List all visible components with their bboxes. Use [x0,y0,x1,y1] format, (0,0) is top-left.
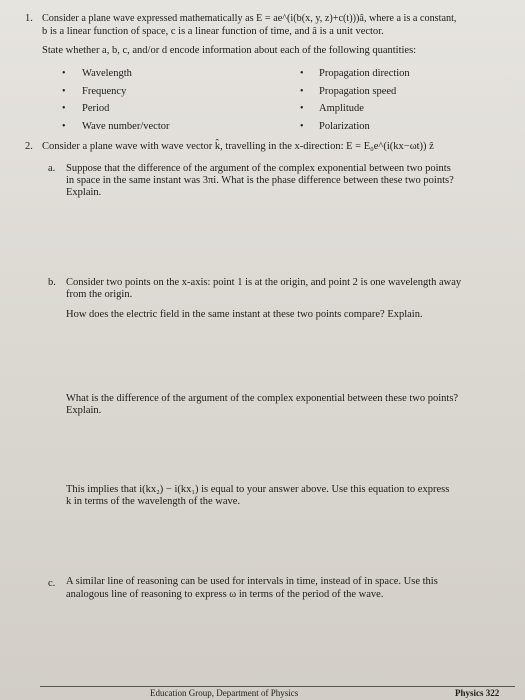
q2a-line1: Suppose that the difference of the argument of the complex exponential between two points [66,163,451,174]
bullet-icon: • [300,68,304,79]
bullet-icon: • [62,68,66,79]
q2c-line2: analogous line of reasoning to express ω in terms of the period of the wave. [66,589,384,600]
q1-number: 1. [25,13,33,24]
q1-item-wavenumber: Wave number/vector [82,121,170,132]
q2-line: Consider a plane wave with wave vector k̂, travelling in the x-direction: E = E₀e^(i(kx−ωt)) ẑ [42,141,434,152]
footer-department: Education Group, Department of Physics [150,688,299,698]
q2a-line3: Explain. [66,187,102,198]
bullet-icon: • [62,86,66,97]
q2b-question1: How does the electric field in the same instant at these two points compare? Explain. [66,309,423,320]
q1-item-propagation-direction: Propagation direction [319,68,410,79]
q1-item-period: Period [82,103,110,114]
q2b-question2-line2: Explain. [66,405,102,416]
q2-number: 2. [25,141,33,152]
q1-line2: b is a linear function of space, c is a linear function of time, and â is a unit vector. [42,26,384,37]
bullet-icon: • [300,103,304,114]
q2b-line1: Consider two points on the x-axis: point 1 is at the origin, and point 2 is one wavelength away [66,277,462,288]
q1-line1: Consider a plane wave expressed mathematically as E = ae^(i(b(x, y, z)+c(t)))â, where a is a constant, [42,13,457,24]
q2b-question3-line2: k in terms of the wavelength of the wave. [66,496,241,507]
q1-item-frequency: Frequency [82,86,127,97]
footer-divider [40,686,515,687]
q1-item-propagation-speed: Propagation speed [319,86,397,97]
bullet-icon: • [300,121,304,132]
q2b-question3-line1: This implies that i(kx₂) − i(kx₁) is equal to your answer above. Use this equation to express [66,484,450,495]
q2c-line1: A similar line of reasoning can be used for intervals in time, instead of in space. Use this [66,576,438,587]
q1-item-wavelength: Wavelength [82,68,132,79]
footer-course: Physics 322 [455,688,500,698]
q1-prompt: State whether a, b, c, and/or d encode information about each of the following quantities: [42,45,417,56]
q2b-label: b. [48,277,56,288]
q2b-question2-line1: What is the difference of the argument of the complex exponential between these two points? [66,393,459,404]
bullet-icon: • [62,121,66,132]
bullet-icon: • [62,103,66,114]
q2c-label: c. [48,578,56,589]
q1-item-polarization: Polarization [319,121,370,132]
q1-item-amplitude: Amplitude [319,103,364,114]
q2a-label: a. [48,163,56,174]
q2b-line2: from the origin. [66,289,133,300]
q2a-line2: in space in the same instant was 3πi. What is the phase difference between these two points? [66,175,454,186]
bullet-icon: • [300,86,304,97]
